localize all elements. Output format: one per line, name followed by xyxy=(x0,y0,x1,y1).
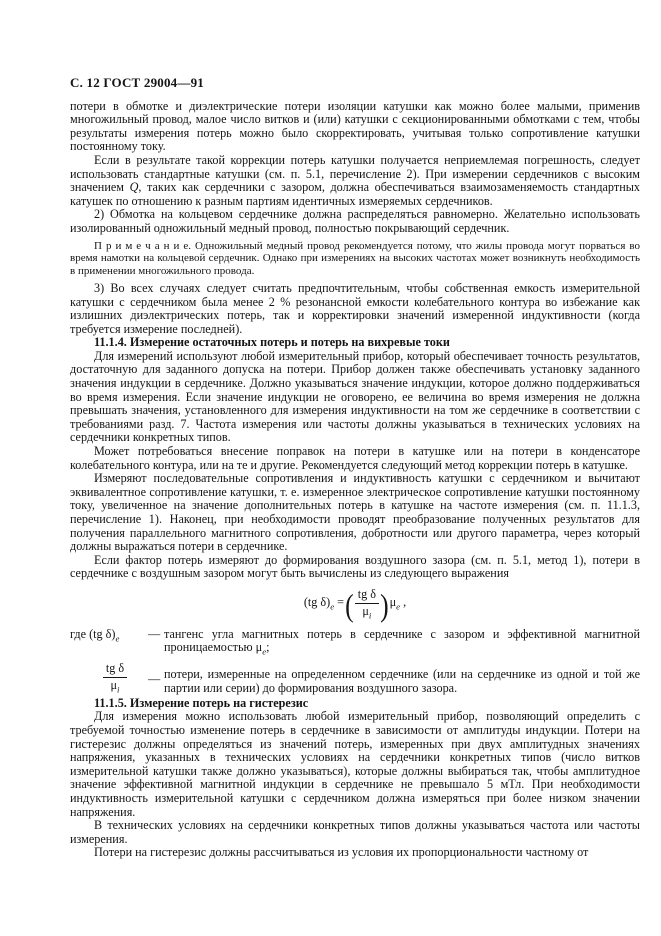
paragraph-continued: потери в обмотке и диэлектрические потери изоляции катушки как можно более малыми, применив многожильный провод, малое число витков и (или) катушки с секционированными обмотками с тем, чтобы результаты измерения потерь можно было скорректировать, учитывая только сопротивление катушки постоянному току. xyxy=(70,98,640,154)
where-definition-2 xyxy=(70,662,640,697)
equals-sign: = xyxy=(334,595,345,610)
paragraph-correction-text-2: , таких как сердечники с зазором, должна обеспечиваться взаимозаменяемость стандартных катушек по отношению к разным партиям идентичных измеряемых сердечников. xyxy=(70,180,640,208)
fraction-denominator: $\mu_i$ xyxy=(355,603,379,623)
paragraph-hysteresis: Для измерения можно использовать любой измерительный прибор, позволяющий определить с требуемой точностью изменение потерь в сердечнике в зависимости от амплитуды индукции. Потери на гистерезис должны определяться из значений потерь, измеренных при двух амплитудных значениях напряжения, указанных в технических условиях на сердечники конкретных типов (число витков измерительной катушки также должно указываться), которые должны выбираться так, чтобы амплитудное значение эффективной магнитной индукции в сердечнике не превышало 5 мТл. При необходимости индуктивность измерительной катушки с сердечником должна измеряться при более низком значении напряжения. xyxy=(70,709,640,819)
formula xyxy=(70,588,640,623)
paragraph-hysteresis-calc: Потери на гистерезис должны рассчитываться из условия их пропорциональности частному от xyxy=(94,845,589,860)
where-lead: где xyxy=(70,626,90,641)
where-term-2 xyxy=(70,662,148,697)
where-definition-2-text: потери, измеренные на определенном сердечнике (или на сердечнике из одной и той же партии или серии) до формирования воздушного зазора. xyxy=(164,666,640,695)
paragraph-correction-text-1: Если в результате такой коррекции потерь катушки получается неприемлемая погрешность, следует использовать стандартные катушки (см. п. 5.1, перечисление 2). При измерении сердечников с высоким значением xyxy=(70,152,640,195)
paragraph-series-resistance: Измеряют последовательные сопротивления и индуктивность катушки с сердечником и вычитают эквивалентное сопротивление катушки, т. е. измеренное электрическое сопротивление катушки постоянному току, увеличенное на значение дополнительных потерь в катушке на частоте измерения (см. п. 11.1.3, перечисление 1). Наконец, при необходимости проводят преобразование полученных результатов для получения параллельного магнитного сопротивления, добротности или другого параметра, через который должны выражаться потери в сердечнике. xyxy=(70,471,640,554)
formula-multiplier: $\mu_e$ , xyxy=(389,595,407,612)
section-heading-11-1-4: 11.1.4. Измерение остаточных потерь и потерь на вихревые токи xyxy=(94,335,450,350)
formula-comma: , xyxy=(400,595,407,610)
paragraph-loss-factor: Если фактор потерь измеряют до формирования воздушного зазора (см. п. 5.1, метод 1), потери в сердечнике с воздушным зазором могут быть вычислены из следующего выражения xyxy=(70,552,640,581)
where-fraction-denominator-subscript: i xyxy=(117,684,120,695)
note-paragraph: П р и м е ч а н и е. Одножильный медный провод рекомендуется потому, что жилы провода могут порваться во время намотки на кольцевой сердечник. Однако при измерениях на высоких частотах может возникнуть необходимость в применении многожильного провода. xyxy=(70,239,640,278)
paragraph-residual-losses: Для измерений используют любой измерительный прибор, который обеспечивает точность результатов, достаточную для заданного допуска на потери. Прибор должен также обеспечивать установку заданного значения индукции в сердечнике. Должно указываться значение индукции, которое должно поддерживаться во время измерения. Если значение индукции не оговорено, ее величина во время измерения не должна превышать значения, установленного для измерения индуктивности на том же сердечнике в соответствии с требованиями разд. 7. Частота измерения или частоты должны указываться в технических условиях на сердечники конкретных типов. xyxy=(70,348,640,445)
where-term-1: где (tg $\delta)_e$ xyxy=(70,626,120,644)
where-definition-1 xyxy=(70,628,640,660)
list-item-2: 2) Обмотка на кольцевом сердечнике должна распределяться равномерно. Желательно использовать изолированный одножильный медный провод, полностью покрывающий сердечник. xyxy=(70,207,640,235)
q-variable: Q xyxy=(129,180,139,195)
where-fraction xyxy=(103,662,127,697)
where-definition-1-text: тангенс угла магнитных потерь в сердечнике с зазором и эффективной магнитной проницаемостью $\mu_e$; xyxy=(164,626,640,657)
where-fraction-denominator: $\mu_i$ xyxy=(103,677,127,697)
where-fraction-numerator: tg δ xyxy=(105,661,125,676)
formula-lhs: (tg $\delta)_e$ = xyxy=(303,595,345,612)
fraction-numerator: tg δ xyxy=(357,586,376,601)
paragraph-correction xyxy=(70,154,640,208)
close-paren: ) xyxy=(380,586,389,623)
where-definition-1-subscript: e xyxy=(262,646,267,657)
formula-lhs-subscript: e xyxy=(330,601,335,612)
section-heading-11-1-5: 11.1.5. Измерение потерь на гистерезис xyxy=(94,695,309,710)
formula-multiplier-subscript: e xyxy=(396,601,401,612)
dash-separator: — xyxy=(148,626,161,641)
formula-fraction xyxy=(355,588,379,623)
page-header: С. 12 ГОСТ 29004—91 xyxy=(70,75,204,90)
paragraph-frequency: В технических условиях на сердечники конкретных типов должны указываться частота или частоты измерения. xyxy=(70,818,640,846)
paragraph-corrections: Может потребоваться внесение поправок на потери в катушке или на потери в конденсаторе колебательного контура, или на те и другие. Рекомендуется следующий метод коррекции потерь в катушке. xyxy=(70,444,640,472)
where-term-1-subscript: e xyxy=(115,633,120,644)
list-item-3: 3) Во всех случаях следует считать предпочтительным, чтобы собственная емкость измерительной катушки с сердечником была менее 2 % резонансной емкости колебательного контура во избежание как излишних диэлектрических потерь, так и корректировки значений измеренной индуктивности (когда требуется измерение последней). xyxy=(70,280,640,336)
fraction-denominator-subscript: i xyxy=(368,610,372,621)
dash-separator-2: — xyxy=(148,671,161,686)
open-paren: ( xyxy=(345,586,354,623)
